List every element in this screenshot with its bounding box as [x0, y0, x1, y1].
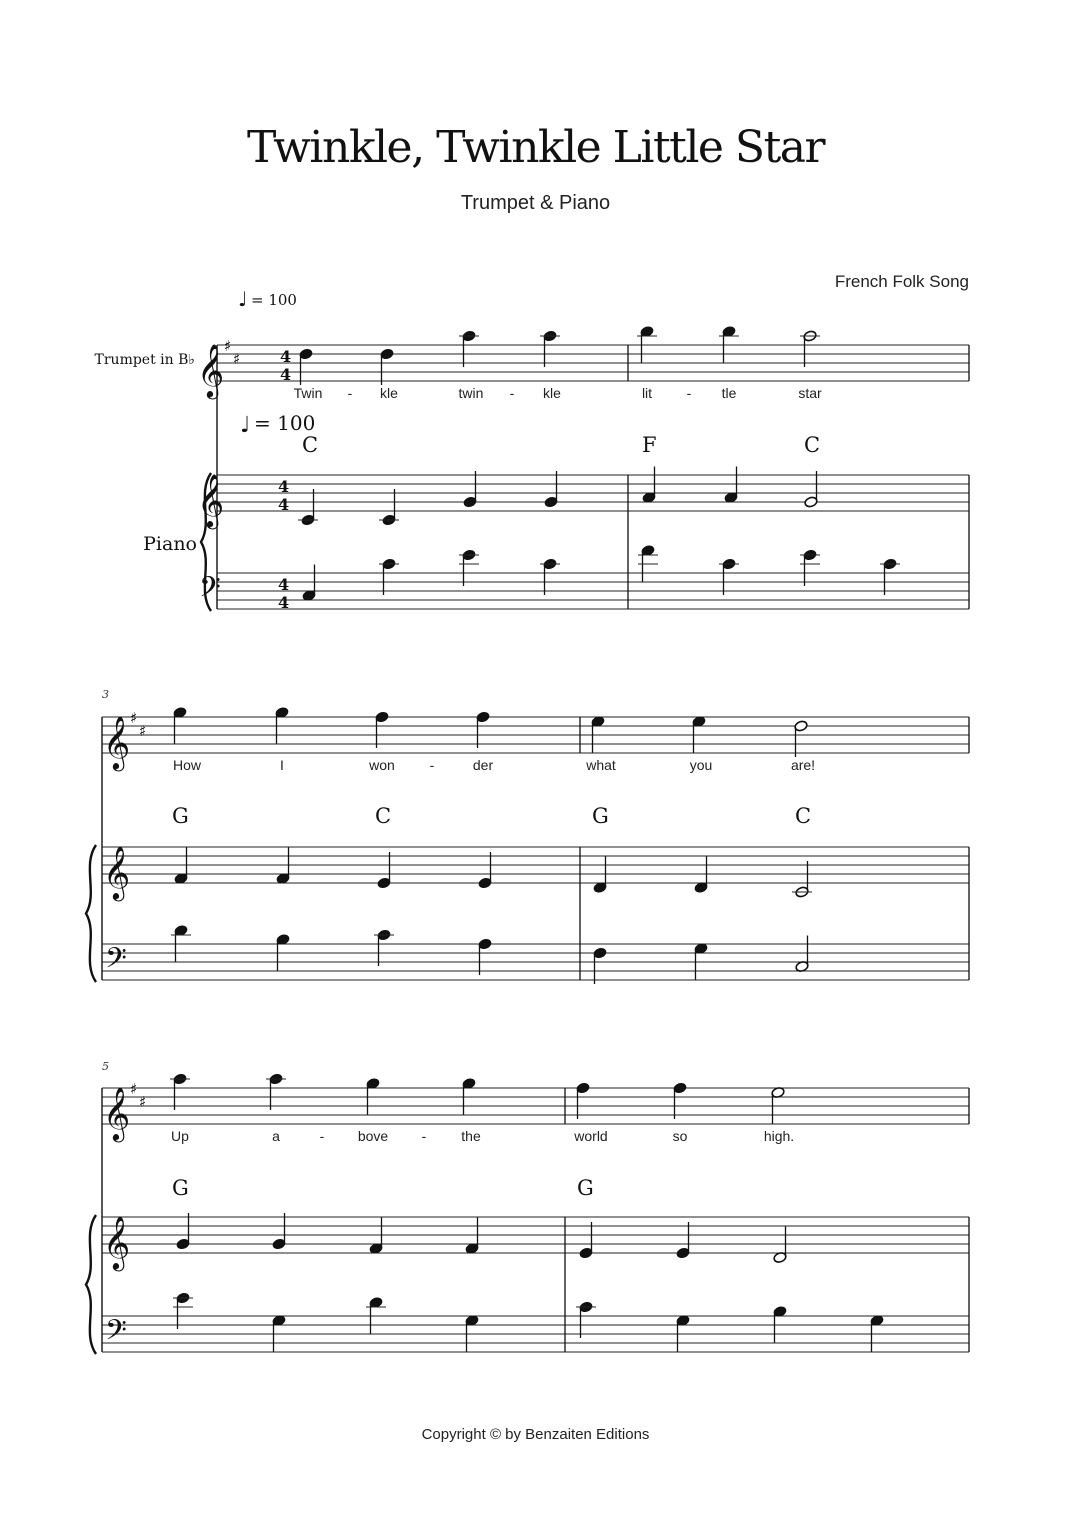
- time-signature-top: 4: [278, 575, 290, 594]
- lyric-syllable: der: [472, 757, 494, 773]
- lyric-syllable: high.: [763, 1128, 795, 1144]
- lyric-syllable: world: [574, 1128, 608, 1144]
- tempo-trumpet: = 100: [251, 291, 297, 309]
- lyric-syllable: what: [586, 757, 616, 773]
- chord-symbol: C: [375, 804, 392, 828]
- lyric-syllable: How: [172, 757, 202, 773]
- copyright-footer: Copyright © by Benzaiten Editions: [421, 1426, 650, 1443]
- sharp-icon: ♯: [139, 1093, 147, 1111]
- treble-clef-icon: 𝄞: [103, 1086, 131, 1140]
- sharp-icon: ♯: [130, 1080, 138, 1098]
- time-signature-top: 4: [278, 477, 290, 496]
- time-signature-top: 4: [280, 347, 292, 366]
- measure-number: 5: [102, 1060, 109, 1073]
- chord-symbol: G: [577, 1176, 594, 1200]
- bass-clef-icon: 𝄢: [105, 1314, 127, 1354]
- lyric-syllable: are!: [790, 757, 816, 773]
- lyric-hyphen: -: [421, 1128, 427, 1144]
- sharp-icon: ♯: [139, 722, 147, 740]
- lyric-hyphen: -: [429, 757, 435, 773]
- sharp-icon: ♯: [224, 337, 232, 355]
- lyric-hyphen: -: [319, 1128, 325, 1144]
- measure-number: 3: [102, 688, 109, 701]
- page-subtitle: Trumpet & Piano: [460, 192, 611, 214]
- sharp-icon: ♯: [233, 350, 241, 368]
- chord-symbol: G: [172, 1176, 189, 1200]
- staff-notation: [86, 325, 969, 1354]
- composer-credit: French Folk Song: [834, 272, 969, 291]
- chord-symbol: G: [592, 804, 609, 828]
- page-title: Twinkle, Twinkle Little Star: [246, 122, 825, 173]
- time-signature-bottom: 4: [278, 593, 290, 612]
- time-signature-bottom: 4: [278, 495, 290, 514]
- piano-brace: [86, 845, 96, 982]
- tempo-piano: = 100: [254, 411, 316, 435]
- treble-clef-icon: 𝄞: [197, 343, 225, 397]
- quarter-note-icon: ♩: [238, 287, 248, 311]
- lyric-syllable: I: [280, 757, 284, 773]
- lyric-syllable: twin: [458, 385, 484, 401]
- chord-symbol: C: [302, 433, 319, 457]
- lyric-syllable: tle: [721, 385, 737, 401]
- instrument-trumpet: Trumpet in B♭: [94, 352, 195, 368]
- piano-brace: [86, 1215, 96, 1354]
- lyric-syllable: lit: [641, 385, 653, 401]
- chord-symbol: F: [642, 433, 657, 457]
- lyric-syllable: kle: [543, 385, 561, 401]
- chord-symbol: C: [795, 804, 812, 828]
- treble-clef-icon: 𝄞: [103, 1215, 131, 1269]
- lyric-syllable: Twin: [293, 385, 323, 401]
- time-signature-bottom: 4: [280, 365, 292, 384]
- treble-clef-icon: 𝄞: [197, 473, 225, 527]
- lyric-syllable: you: [689, 757, 713, 773]
- instrument-piano: Piano: [143, 533, 197, 555]
- lyric-hyphen: -: [686, 385, 692, 401]
- bass-clef-icon: 𝄢: [105, 942, 127, 982]
- lyric-hyphen: -: [509, 385, 515, 401]
- lyric-syllable: the: [461, 1128, 481, 1144]
- lyric-syllable: bove: [357, 1128, 389, 1144]
- lyric-syllable: so: [672, 1128, 688, 1144]
- lyric-syllable: Up: [171, 1128, 189, 1144]
- chord-symbol: C: [804, 433, 821, 457]
- quarter-note-icon: ♩: [240, 413, 251, 438]
- lyric-hyphen: -: [347, 385, 353, 401]
- lyric-syllable: a: [272, 1128, 280, 1144]
- treble-clef-icon: 𝄞: [103, 845, 131, 899]
- chord-symbol: G: [172, 804, 189, 828]
- lyric-syllable: won: [369, 757, 395, 773]
- bass-clef-icon: 𝄢: [199, 571, 221, 611]
- sharp-icon: ♯: [130, 709, 138, 727]
- treble-clef-icon: 𝄞: [103, 715, 131, 769]
- lyric-syllable: kle: [380, 385, 398, 401]
- lyric-syllable: star: [798, 385, 822, 401]
